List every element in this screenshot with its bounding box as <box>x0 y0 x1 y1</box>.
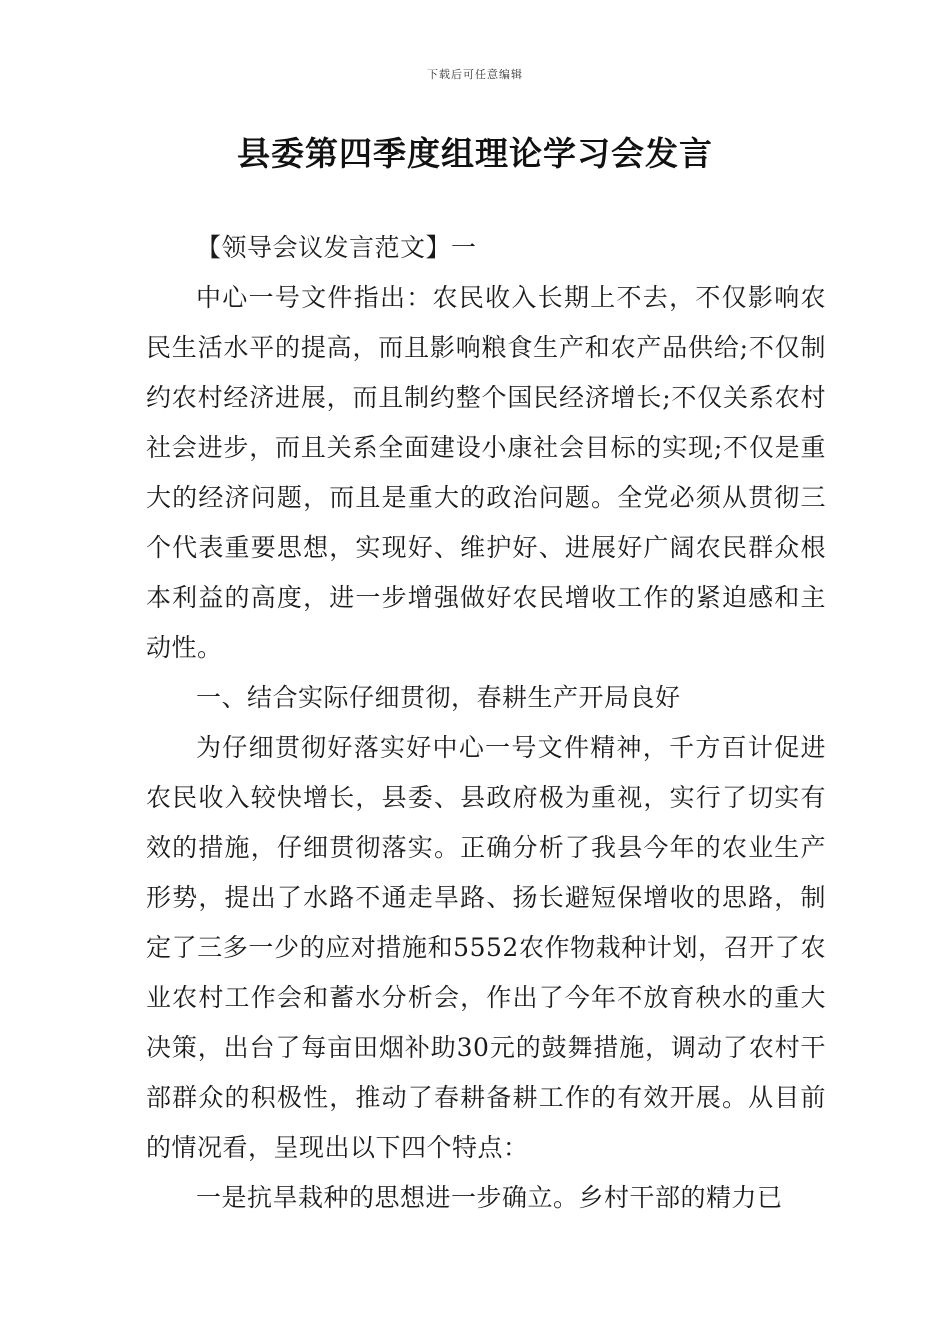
section-label: 【领导会议发言范文】一 <box>196 233 477 262</box>
header-note: 下载后可任意编辑 <box>427 68 523 81</box>
body-paragraph: 一是抗旱栽种的思想进一步确立。乡村干部的精力已 <box>196 1183 783 1212</box>
body-paragraph: 为仔细贯彻好落实好中心一号文件精神，千方百计促进农民收入较快增长，县委、县政府极为重视，实行了切实有效的措施，仔细贯彻落实。正确分析了我县今年的农业生产形势，提出了水路不通走旱路、扬长避短保增收的思路，制定了三多一少的应对措施和5552农作物栽种计划，召开了农业农村工作会和蓄水分析会，作出了今年不放育秧水的重大决策，出台了每亩田烟补助30元的鼓舞措施，调动了农村干部群众的积极性，推动了春耕备耕工作的有效开展。从目前的情况看，呈现出以下四个特点： <box>146 733 826 1162</box>
body-paragraph: 中心一号文件指出：农民收入长期上不去，不仅影响农民生活水平的提高，而且影响粮食生产和农产品供给;不仅制约农村经济进展，而且制约整个国民经济增长;不仅关系农村社会进步，而且关系全面建设小康社会目标的实现;不仅是重大的经济问题，而且是重大的政治问题。全党必须从贯彻三个代表重要思想，实现好、维护好、进展好广阔农民群众根本利益的高度，进一步增强做好农民增收工作的紧迫感和主动性。 <box>146 283 826 662</box>
document-body <box>146 223 826 1223</box>
document-title: 县委第四季度组理论学习会发言 <box>237 134 713 173</box>
section-heading: 一、结合实际仔细贯彻，春耕生产开局良好 <box>196 683 681 712</box>
